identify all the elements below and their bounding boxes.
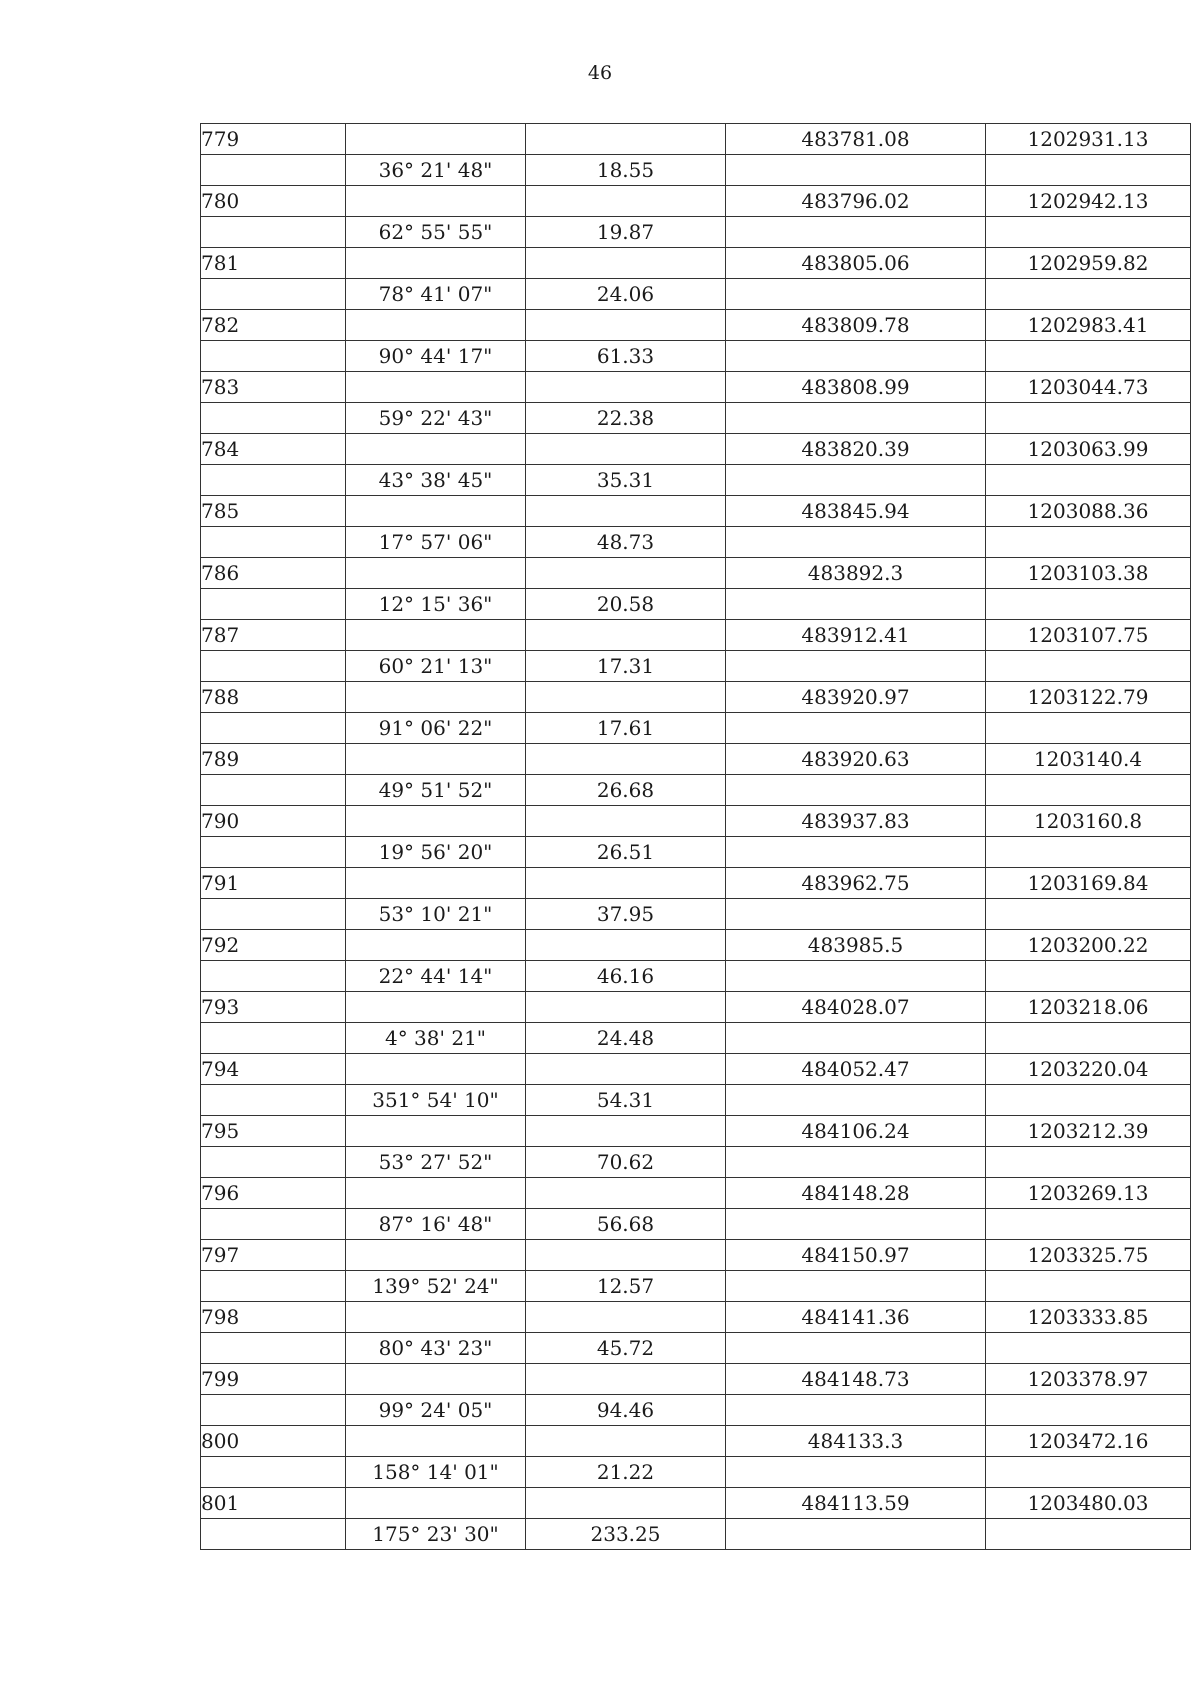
x-coordinate-cell: 483845.94 — [726, 496, 986, 527]
empty-cell — [986, 465, 1191, 496]
distance-cell: 20.58 — [526, 589, 726, 620]
point-id-cell: 801 — [201, 1488, 346, 1519]
empty-cell — [346, 620, 526, 651]
x-coordinate-cell: 484148.73 — [726, 1364, 986, 1395]
x-coordinate-cell: 483920.97 — [726, 682, 986, 713]
distance-cell: 24.48 — [526, 1023, 726, 1054]
x-coordinate-cell: 484052.47 — [726, 1054, 986, 1085]
point-row — [201, 1364, 1191, 1395]
point-id-cell: 800 — [201, 1426, 346, 1457]
empty-cell — [201, 403, 346, 434]
point-id-cell: 791 — [201, 868, 346, 899]
empty-cell — [986, 1395, 1191, 1426]
x-coordinate-cell: 483892.3 — [726, 558, 986, 589]
empty-cell — [726, 589, 986, 620]
empty-cell — [986, 775, 1191, 806]
segment-row — [201, 155, 1191, 186]
empty-cell — [526, 186, 726, 217]
empty-cell — [986, 1271, 1191, 1302]
distance-cell: 48.73 — [526, 527, 726, 558]
segment-row — [201, 837, 1191, 868]
bearing-angle-cell: 175° 23' 30" — [346, 1519, 526, 1550]
empty-cell — [986, 403, 1191, 434]
segment-row — [201, 1085, 1191, 1116]
point-id-cell: 779 — [201, 124, 346, 155]
empty-cell — [201, 1271, 346, 1302]
empty-cell — [201, 651, 346, 682]
point-id-cell: 794 — [201, 1054, 346, 1085]
empty-cell — [346, 496, 526, 527]
empty-cell — [526, 992, 726, 1023]
empty-cell — [526, 372, 726, 403]
distance-cell: 70.62 — [526, 1147, 726, 1178]
empty-cell — [526, 930, 726, 961]
empty-cell — [346, 1364, 526, 1395]
point-row — [201, 434, 1191, 465]
empty-cell — [526, 434, 726, 465]
empty-cell — [201, 899, 346, 930]
point-id-cell: 786 — [201, 558, 346, 589]
empty-cell — [526, 310, 726, 341]
y-coordinate-cell: 1203044.73 — [986, 372, 1191, 403]
segment-row — [201, 713, 1191, 744]
empty-cell — [201, 837, 346, 868]
empty-cell — [986, 1023, 1191, 1054]
segment-row — [201, 1519, 1191, 1550]
empty-cell — [201, 775, 346, 806]
distance-cell: 12.57 — [526, 1271, 726, 1302]
empty-cell — [346, 1488, 526, 1519]
segment-row — [201, 589, 1191, 620]
empty-cell — [201, 1457, 346, 1488]
y-coordinate-cell: 1203269.13 — [986, 1178, 1191, 1209]
segment-row — [201, 403, 1191, 434]
empty-cell — [526, 806, 726, 837]
empty-cell — [986, 1457, 1191, 1488]
distance-cell: 21.22 — [526, 1457, 726, 1488]
empty-cell — [986, 713, 1191, 744]
y-coordinate-cell: 1203160.8 — [986, 806, 1191, 837]
point-id-cell: 790 — [201, 806, 346, 837]
empty-cell — [346, 1116, 526, 1147]
y-coordinate-cell: 1203103.38 — [986, 558, 1191, 589]
empty-cell — [201, 341, 346, 372]
point-id-cell: 784 — [201, 434, 346, 465]
x-coordinate-cell: 483820.39 — [726, 434, 986, 465]
point-row — [201, 1488, 1191, 1519]
bearing-angle-cell: 53° 10' 21" — [346, 899, 526, 930]
empty-cell — [346, 558, 526, 589]
bearing-angle-cell: 19° 56' 20" — [346, 837, 526, 868]
empty-cell — [201, 1023, 346, 1054]
distance-cell: 56.68 — [526, 1209, 726, 1240]
bearing-angle-cell: 49° 51' 52" — [346, 775, 526, 806]
y-coordinate-cell: 1203122.79 — [986, 682, 1191, 713]
bearing-angle-cell: 53° 27' 52" — [346, 1147, 526, 1178]
y-coordinate-cell: 1203472.16 — [986, 1426, 1191, 1457]
empty-cell — [726, 1519, 986, 1550]
empty-cell — [346, 1178, 526, 1209]
empty-cell — [346, 744, 526, 775]
point-row — [201, 868, 1191, 899]
y-coordinate-cell: 1203480.03 — [986, 1488, 1191, 1519]
point-row — [201, 1240, 1191, 1271]
distance-cell: 22.38 — [526, 403, 726, 434]
segment-row — [201, 1147, 1191, 1178]
bearing-angle-cell: 158° 14' 01" — [346, 1457, 526, 1488]
empty-cell — [986, 1519, 1191, 1550]
point-row — [201, 124, 1191, 155]
distance-cell: 35.31 — [526, 465, 726, 496]
distance-cell: 18.55 — [526, 155, 726, 186]
point-row — [201, 620, 1191, 651]
page-number: 46 — [587, 62, 613, 84]
point-id-cell: 793 — [201, 992, 346, 1023]
y-coordinate-cell: 1203140.4 — [986, 744, 1191, 775]
empty-cell — [201, 155, 346, 186]
segment-row — [201, 1271, 1191, 1302]
distance-cell: 19.87 — [526, 217, 726, 248]
empty-cell — [201, 589, 346, 620]
empty-cell — [986, 217, 1191, 248]
point-row — [201, 992, 1191, 1023]
empty-cell — [526, 620, 726, 651]
empty-cell — [346, 992, 526, 1023]
distance-cell: 17.61 — [526, 713, 726, 744]
segment-row — [201, 527, 1191, 558]
empty-cell — [726, 837, 986, 868]
y-coordinate-cell: 1202983.41 — [986, 310, 1191, 341]
point-row — [201, 1426, 1191, 1457]
point-id-cell: 780 — [201, 186, 346, 217]
point-row — [201, 372, 1191, 403]
distance-cell: 45.72 — [526, 1333, 726, 1364]
empty-cell — [526, 496, 726, 527]
empty-cell — [986, 279, 1191, 310]
empty-cell — [526, 1054, 726, 1085]
point-id-cell: 797 — [201, 1240, 346, 1271]
empty-cell — [346, 248, 526, 279]
empty-cell — [986, 961, 1191, 992]
empty-cell — [201, 1519, 346, 1550]
empty-cell — [726, 1271, 986, 1302]
point-id-cell: 781 — [201, 248, 346, 279]
empty-cell — [346, 310, 526, 341]
bearing-angle-cell: 59° 22' 43" — [346, 403, 526, 434]
point-row — [201, 1302, 1191, 1333]
empty-cell — [986, 1333, 1191, 1364]
segment-row — [201, 1209, 1191, 1240]
empty-cell — [526, 124, 726, 155]
empty-cell — [726, 527, 986, 558]
point-id-cell: 783 — [201, 372, 346, 403]
distance-cell: 61.33 — [526, 341, 726, 372]
empty-cell — [201, 279, 346, 310]
bearing-angle-cell: 4° 38' 21" — [346, 1023, 526, 1054]
empty-cell — [526, 868, 726, 899]
empty-cell — [201, 1333, 346, 1364]
empty-cell — [201, 961, 346, 992]
distance-cell: 46.16 — [526, 961, 726, 992]
x-coordinate-cell: 483808.99 — [726, 372, 986, 403]
y-coordinate-cell: 1203333.85 — [986, 1302, 1191, 1333]
empty-cell — [726, 1209, 986, 1240]
y-coordinate-cell: 1203325.75 — [986, 1240, 1191, 1271]
empty-cell — [726, 775, 986, 806]
x-coordinate-cell: 484113.59 — [726, 1488, 986, 1519]
empty-cell — [526, 1240, 726, 1271]
empty-cell — [726, 713, 986, 744]
empty-cell — [346, 806, 526, 837]
empty-cell — [201, 527, 346, 558]
distance-cell: 26.68 — [526, 775, 726, 806]
point-id-cell: 782 — [201, 310, 346, 341]
empty-cell — [726, 155, 986, 186]
bearing-angle-cell: 91° 06' 22" — [346, 713, 526, 744]
empty-cell — [201, 465, 346, 496]
x-coordinate-cell: 484141.36 — [726, 1302, 986, 1333]
y-coordinate-cell: 1203088.36 — [986, 496, 1191, 527]
x-coordinate-cell: 483962.75 — [726, 868, 986, 899]
distance-cell: 37.95 — [526, 899, 726, 930]
empty-cell — [986, 155, 1191, 186]
empty-cell — [526, 1116, 726, 1147]
bearing-angle-cell: 22° 44' 14" — [346, 961, 526, 992]
empty-cell — [526, 1488, 726, 1519]
empty-cell — [346, 1426, 526, 1457]
point-row — [201, 496, 1191, 527]
empty-cell — [201, 1085, 346, 1116]
segment-row — [201, 961, 1191, 992]
empty-cell — [986, 651, 1191, 682]
segment-row — [201, 1395, 1191, 1426]
bearing-angle-cell: 87° 16' 48" — [346, 1209, 526, 1240]
segment-row — [201, 1023, 1191, 1054]
empty-cell — [986, 589, 1191, 620]
x-coordinate-cell: 484133.3 — [726, 1426, 986, 1457]
bearing-angle-cell: 62° 55' 55" — [346, 217, 526, 248]
bearing-angle-cell: 36° 21' 48" — [346, 155, 526, 186]
segment-row — [201, 899, 1191, 930]
empty-cell — [726, 465, 986, 496]
distance-cell: 233.25 — [526, 1519, 726, 1550]
empty-cell — [726, 1147, 986, 1178]
point-row — [201, 930, 1191, 961]
point-id-cell: 787 — [201, 620, 346, 651]
point-id-cell: 795 — [201, 1116, 346, 1147]
empty-cell — [726, 651, 986, 682]
point-id-cell: 788 — [201, 682, 346, 713]
y-coordinate-cell: 1203220.04 — [986, 1054, 1191, 1085]
x-coordinate-cell: 483781.08 — [726, 124, 986, 155]
point-row — [201, 186, 1191, 217]
x-coordinate-cell: 483937.83 — [726, 806, 986, 837]
x-coordinate-cell: 484148.28 — [726, 1178, 986, 1209]
point-id-cell: 785 — [201, 496, 346, 527]
x-coordinate-cell: 483805.06 — [726, 248, 986, 279]
bearing-angle-cell: 12° 15' 36" — [346, 589, 526, 620]
bearing-angle-cell: 99° 24' 05" — [346, 1395, 526, 1426]
empty-cell — [726, 279, 986, 310]
empty-cell — [346, 1054, 526, 1085]
empty-cell — [346, 930, 526, 961]
bearing-angle-cell: 60° 21' 13" — [346, 651, 526, 682]
point-id-cell: 799 — [201, 1364, 346, 1395]
empty-cell — [726, 899, 986, 930]
empty-cell — [346, 868, 526, 899]
point-id-cell: 789 — [201, 744, 346, 775]
empty-cell — [526, 744, 726, 775]
segment-row — [201, 651, 1191, 682]
empty-cell — [201, 1147, 346, 1178]
empty-cell — [201, 217, 346, 248]
y-coordinate-cell: 1203063.99 — [986, 434, 1191, 465]
point-id-cell: 798 — [201, 1302, 346, 1333]
x-coordinate-cell: 484150.97 — [726, 1240, 986, 1271]
point-row — [201, 682, 1191, 713]
y-coordinate-cell: 1203169.84 — [986, 868, 1191, 899]
bearing-angle-cell: 351° 54' 10" — [346, 1085, 526, 1116]
empty-cell — [346, 124, 526, 155]
empty-cell — [986, 527, 1191, 558]
y-coordinate-cell: 1203200.22 — [986, 930, 1191, 961]
bearing-angle-cell: 90° 44' 17" — [346, 341, 526, 372]
empty-cell — [526, 682, 726, 713]
distance-cell: 26.51 — [526, 837, 726, 868]
empty-cell — [986, 341, 1191, 372]
empty-cell — [726, 1333, 986, 1364]
bearing-angle-cell: 43° 38' 45" — [346, 465, 526, 496]
empty-cell — [346, 186, 526, 217]
empty-cell — [526, 1426, 726, 1457]
y-coordinate-cell: 1202931.13 — [986, 124, 1191, 155]
x-coordinate-cell: 483985.5 — [726, 930, 986, 961]
distance-cell: 94.46 — [526, 1395, 726, 1426]
point-row — [201, 744, 1191, 775]
empty-cell — [726, 341, 986, 372]
empty-cell — [346, 682, 526, 713]
segment-row — [201, 1333, 1191, 1364]
segment-row — [201, 1457, 1191, 1488]
distance-cell: 17.31 — [526, 651, 726, 682]
x-coordinate-cell: 483920.63 — [726, 744, 986, 775]
bearing-angle-cell: 17° 57' 06" — [346, 527, 526, 558]
distance-cell: 24.06 — [526, 279, 726, 310]
bearing-angle-cell: 139° 52' 24" — [346, 1271, 526, 1302]
empty-cell — [726, 1457, 986, 1488]
empty-cell — [726, 1085, 986, 1116]
segment-row — [201, 279, 1191, 310]
empty-cell — [726, 1395, 986, 1426]
point-row — [201, 1054, 1191, 1085]
y-coordinate-cell: 1203212.39 — [986, 1116, 1191, 1147]
empty-cell — [201, 1209, 346, 1240]
point-id-cell: 792 — [201, 930, 346, 961]
segment-row — [201, 775, 1191, 806]
empty-cell — [986, 1147, 1191, 1178]
segment-row — [201, 217, 1191, 248]
empty-cell — [346, 434, 526, 465]
empty-cell — [986, 899, 1191, 930]
point-row — [201, 310, 1191, 341]
point-row — [201, 806, 1191, 837]
empty-cell — [986, 837, 1191, 868]
coordinate-table-body — [201, 124, 1191, 1550]
empty-cell — [346, 372, 526, 403]
y-coordinate-cell: 1202942.13 — [986, 186, 1191, 217]
empty-cell — [726, 1023, 986, 1054]
y-coordinate-cell: 1203378.97 — [986, 1364, 1191, 1395]
segment-row — [201, 465, 1191, 496]
empty-cell — [726, 217, 986, 248]
segment-row — [201, 341, 1191, 372]
empty-cell — [526, 1178, 726, 1209]
point-id-cell: 796 — [201, 1178, 346, 1209]
x-coordinate-cell: 483796.02 — [726, 186, 986, 217]
empty-cell — [986, 1209, 1191, 1240]
empty-cell — [346, 1302, 526, 1333]
empty-cell — [201, 1395, 346, 1426]
empty-cell — [346, 1240, 526, 1271]
x-coordinate-cell: 484028.07 — [726, 992, 986, 1023]
empty-cell — [526, 1364, 726, 1395]
empty-cell — [526, 248, 726, 279]
y-coordinate-cell: 1203107.75 — [986, 620, 1191, 651]
point-row — [201, 1178, 1191, 1209]
y-coordinate-cell: 1202959.82 — [986, 248, 1191, 279]
empty-cell — [201, 713, 346, 744]
x-coordinate-cell: 484106.24 — [726, 1116, 986, 1147]
x-coordinate-cell: 483912.41 — [726, 620, 986, 651]
point-row — [201, 558, 1191, 589]
bearing-angle-cell: 78° 41' 07" — [346, 279, 526, 310]
empty-cell — [526, 1302, 726, 1333]
x-coordinate-cell: 483809.78 — [726, 310, 986, 341]
point-row — [201, 1116, 1191, 1147]
bearing-angle-cell: 80° 43' 23" — [346, 1333, 526, 1364]
y-coordinate-cell: 1203218.06 — [986, 992, 1191, 1023]
point-row — [201, 248, 1191, 279]
distance-cell: 54.31 — [526, 1085, 726, 1116]
coordinate-table — [200, 123, 1191, 1550]
empty-cell — [986, 1085, 1191, 1116]
empty-cell — [526, 558, 726, 589]
empty-cell — [726, 403, 986, 434]
empty-cell — [726, 961, 986, 992]
